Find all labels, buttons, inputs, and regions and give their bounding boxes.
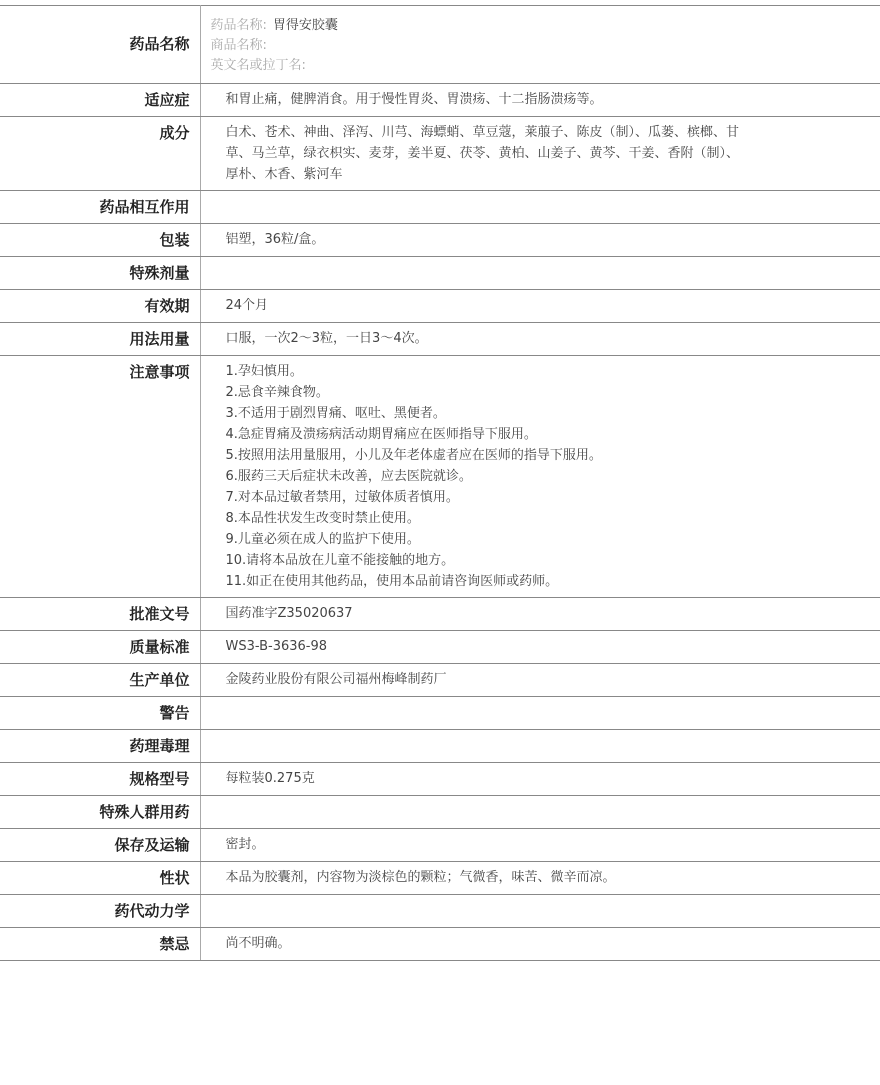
indication-value: 和胃止痛，健脾消食。用于慢性胃炎、胃溃疡、十二指肠溃疡等。 — [200, 84, 880, 117]
row-interactions — [0, 191, 880, 224]
row-toxicology — [0, 730, 880, 763]
validity-value: 24个月 — [200, 290, 880, 323]
row-validity — [0, 290, 880, 323]
drug-name-label: 药品名称: — [210, 18, 267, 33]
row-precautions — [0, 356, 880, 598]
approval-value: 国药准字Z35020637 — [200, 598, 880, 631]
row-special-dosage — [0, 257, 880, 290]
precaution-item: 7.对本品过敏者禁用，过敏体质者慎用。 — [225, 490, 459, 505]
precaution-item: 6.服药三天后症状未改善，应去医院就诊。 — [225, 469, 472, 484]
precaution-item: 3.不适用于剧烈胃痛、呕吐、黑便者。 — [225, 406, 446, 421]
precaution-item: 2.忌食辛辣食物。 — [225, 385, 329, 400]
row-label: 适应症 — [0, 84, 200, 117]
row-indication — [0, 84, 880, 117]
row-usage — [0, 323, 880, 356]
special-dosage-value — [200, 257, 880, 290]
ingredients-line: 厚朴、木香、紫河车 — [225, 167, 343, 182]
interactions-value — [200, 191, 880, 224]
row-label: 注意事项 — [0, 356, 200, 598]
precaution-item: 5.按照用法用量服用，小儿及年老体虚者应在医师的指导下服用。 — [225, 448, 602, 463]
row-label: 特殊剂量 — [0, 257, 200, 290]
pharmacokinetics-value — [200, 895, 880, 928]
contraindications-value: 尚不明确。 — [200, 928, 880, 961]
precaution-item: 4.急症胃痛及溃疡病活动期胃痛应在医师指导下服用。 — [225, 427, 537, 442]
precaution-item: 10.请将本品放在儿童不能接触的地方。 — [225, 553, 455, 568]
row-pharmacokinetics — [0, 895, 880, 928]
row-special-groups — [0, 796, 880, 829]
storage-value: 密封。 — [200, 829, 880, 862]
drug-name-line — [211, 16, 871, 36]
specification-value: 每粒装0.275克 — [200, 763, 880, 796]
row-ingredients — [0, 117, 880, 191]
trade-name-label: 商品名称: — [210, 38, 267, 53]
row-label: 警告 — [0, 697, 200, 730]
row-label: 药理毒理 — [0, 730, 200, 763]
row-manufacturer — [0, 664, 880, 697]
toxicology-value — [200, 730, 880, 763]
row-approval — [0, 598, 880, 631]
drug-spec-table — [0, 5, 880, 961]
manufacturer-value: 金陵药业股份有限公司福州梅峰制药厂 — [200, 664, 880, 697]
precaution-item: 1.孕妇慎用。 — [225, 364, 303, 379]
row-label: 禁忌 — [0, 928, 200, 961]
row-label: 药代动力学 — [0, 895, 200, 928]
packaging-value: 铝塑，36粒/盒。 — [200, 224, 880, 257]
row-label: 保存及运输 — [0, 829, 200, 862]
appearance-value: 本品为胶囊剂，内容物为淡棕色的颗粒；气微香，味苦、微辛而凉。 — [200, 862, 880, 895]
row-warning — [0, 697, 880, 730]
drug-name-value: 胃得安胶囊 — [272, 18, 338, 33]
ingredients-line: 白术、苍术、神曲、泽泻、川芎、海螵蛸、草豆蔻，莱菔子、陈皮（制）、瓜蒌、槟榔、甘 — [225, 125, 740, 140]
special-groups-value — [200, 796, 880, 829]
row-specification — [0, 763, 880, 796]
row-label: 性状 — [0, 862, 200, 895]
row-standard — [0, 631, 880, 664]
row-drug-name — [0, 6, 880, 84]
row-storage — [0, 829, 880, 862]
row-label: 包装 — [0, 224, 200, 257]
row-label: 批准文号 — [0, 598, 200, 631]
row-label: 成分 — [0, 117, 200, 191]
standard-value: WS3-B-3636-98 — [200, 631, 880, 664]
warning-value — [200, 697, 880, 730]
row-label: 特殊人群用药 — [0, 796, 200, 829]
row-appearance — [0, 862, 880, 895]
precaution-item: 8.本品性状发生改变时禁止使用。 — [225, 511, 420, 526]
row-label: 药品相互作用 — [0, 191, 200, 224]
row-label: 有效期 — [0, 290, 200, 323]
row-packaging — [0, 224, 880, 257]
row-label: 规格型号 — [0, 763, 200, 796]
row-label: 生产单位 — [0, 664, 200, 697]
usage-value: 口服，一次2～3粒，一日3～4次。 — [200, 323, 880, 356]
row-label: 质量标准 — [0, 631, 200, 664]
precaution-item: 11.如正在使用其他药品，使用本品前请咨询医师或药师。 — [225, 574, 559, 589]
precaution-item: 9.儿童必须在成人的监护下使用。 — [225, 532, 420, 547]
english-name-label: 英文名或拉丁名: — [210, 58, 306, 73]
row-contraindications — [0, 928, 880, 961]
row-label: 药品名称 — [0, 6, 200, 84]
ingredients-line: 草、马兰草，绿衣枳实、麦芽，姜半夏、茯苓、黄柏、山姜子、黄芩、干姜、香附（制）、 — [225, 146, 740, 161]
row-label: 用法用量 — [0, 323, 200, 356]
